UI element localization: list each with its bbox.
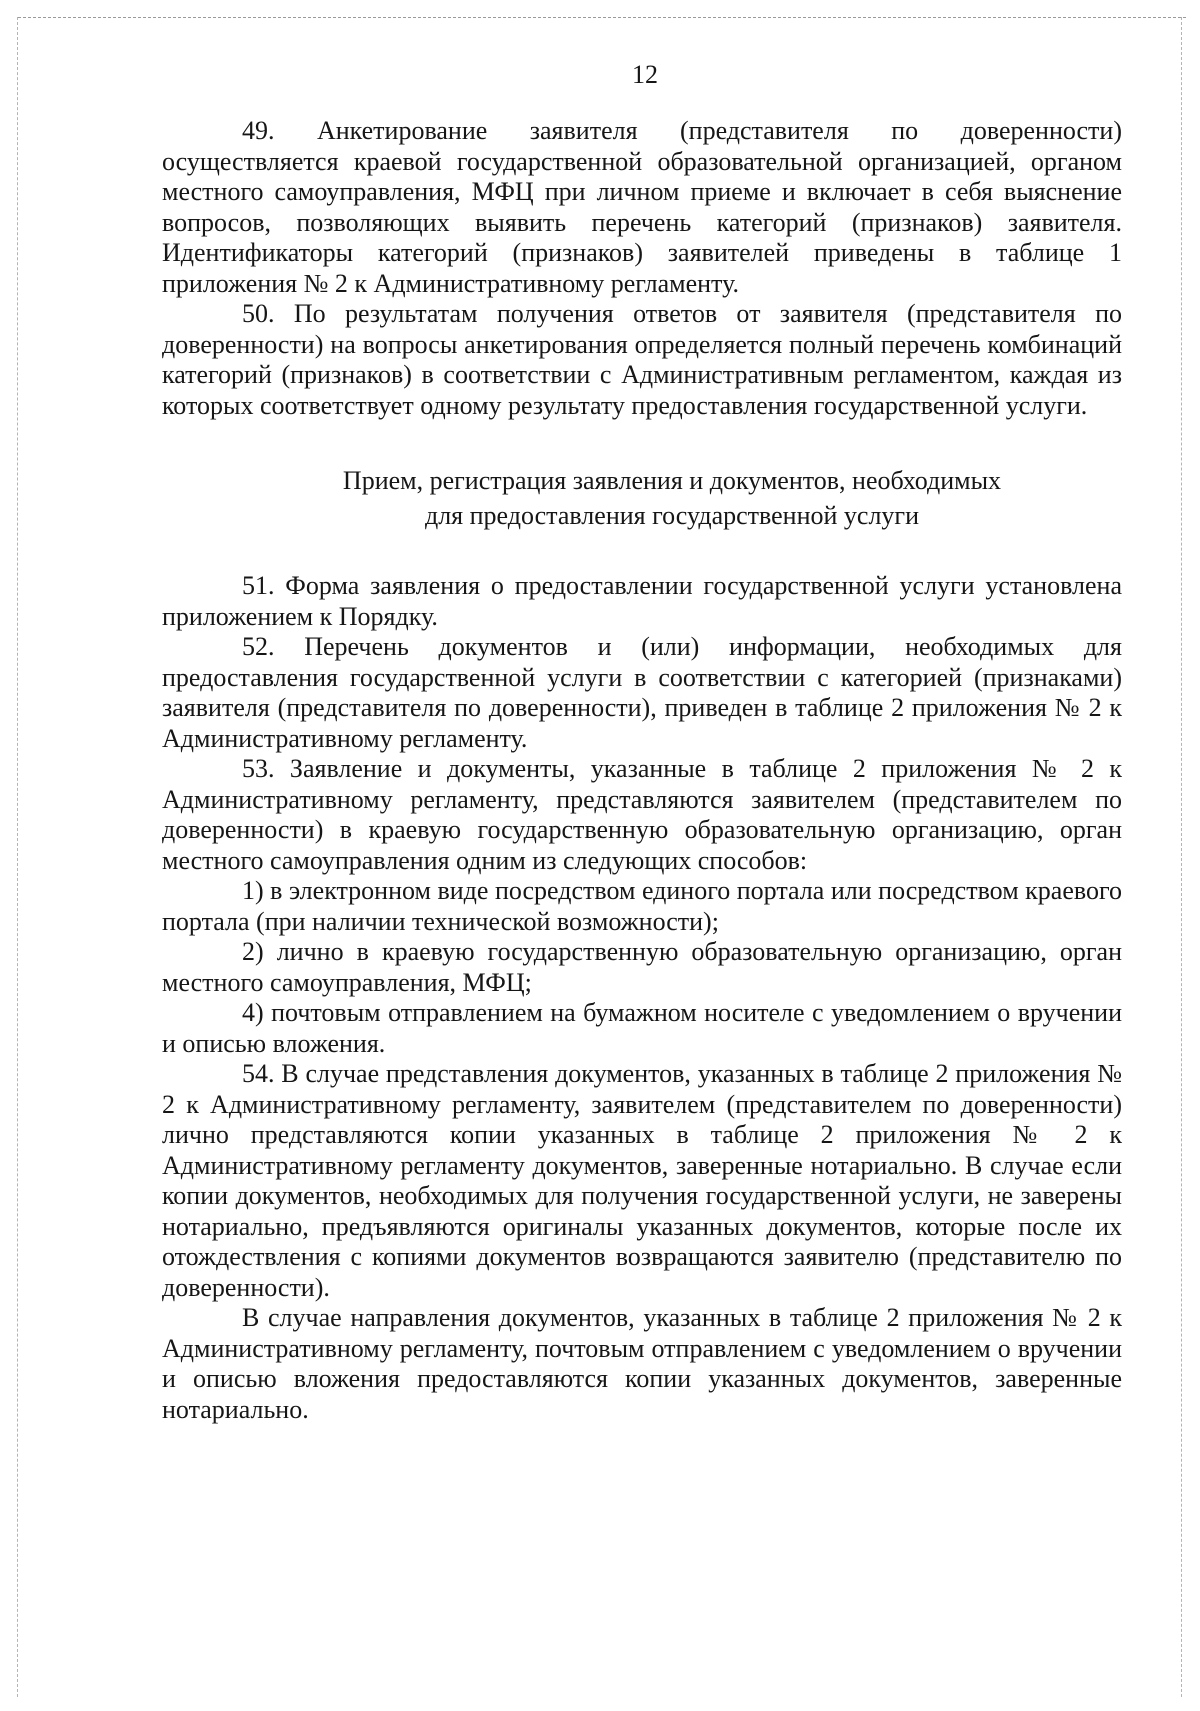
section-heading <box>162 463 1122 533</box>
paragraph-52: 52. Перечень документов и (или) информации, необходимых для предоставления государственной услуги в соответствии с категорией (признаками) заявителя (представителя по доверенности), приведен в таблице 2 приложения № 2 к Административному регламенту. <box>162 632 1122 753</box>
paragraph-54: 54. В случае представления документов, указанных в таблице 2 приложения № 2 к Административному регламенту, заявителем (представителем по доверенности) лично представляются копии указанных в таблице 2 приложения № 2 к Административному регламенту документов, заверенные нотариально. В случае если копии документов, необходимых для получения государственной услуги, не заверены нотариально, предъявляются оригиналы указанных документов, которые после их отождествления с копиями документов возвращаются заявителю (представителю по доверенности). <box>162 1059 1122 1302</box>
section-heading-line1: Прием, регистрация заявления и документов, необходимых <box>342 466 1002 495</box>
paragraph-54-continued: В случае направления документов, указанных в таблице 2 приложения № 2 к Административному регламенту, почтовым отправлением с уведомлением о вручении и описью вложения предоставляются копии указанных документов, заверенные нотариально. <box>162 1303 1122 1424</box>
list-item-2: 2) лично в краевую государственную образовательную организацию, орган местного самоуправления, МФЦ; <box>162 937 1122 997</box>
paragraph-53: 53. Заявление и документы, указанные в таблице 2 приложения № 2 к Административному регламенту, представляются заявителем (представителем по доверенности) в краевую государственную образовательную организацию, орган местного самоуправления одним из следующих способов: <box>162 754 1122 875</box>
scan-edge-right <box>1181 17 1182 1697</box>
paragraph-49: 49. Анкетирование заявителя (представителя по доверенности) осуществляется краевой государственной образовательной организацией, органом местного самоуправления, МФЦ при личном приеме и включает в себя выяснение вопросов, позволяющих выявить перечень категорий (признаков) заявителя. Идентификаторы категорий (признаков) заявителей приведены в таблице 1 приложения № 2 к Административному регламенту. <box>162 116 1122 298</box>
list-item-1: 1) в электронном виде посредством единого портала или посредством краевого портала (при наличии технической возможности); <box>162 876 1122 936</box>
page-number: 12 <box>632 60 658 89</box>
section-heading-line2: для предоставления государственной услуги <box>424 501 920 530</box>
paragraph-51: 51. Форма заявления о предоставлении государственной услуги установлена приложением к Порядку. <box>162 571 1122 631</box>
scan-edge-left <box>17 17 18 1697</box>
scan-edge-top <box>18 17 1186 18</box>
document-body <box>162 116 1122 1425</box>
paragraph-50: 50. По результатам получения ответов от заявителя (представителя по доверенности) на вопросы анкетирования определяется полный перечень комбинаций категорий (признаков) в соответствии с Административным регламентом, каждая из которых соответствует одному результату предоставления государственной услуги. <box>162 299 1122 420</box>
list-item-4: 4) почтовым отправлением на бумажном носителе с уведомлением о вручении и описью вложения. <box>162 998 1122 1058</box>
